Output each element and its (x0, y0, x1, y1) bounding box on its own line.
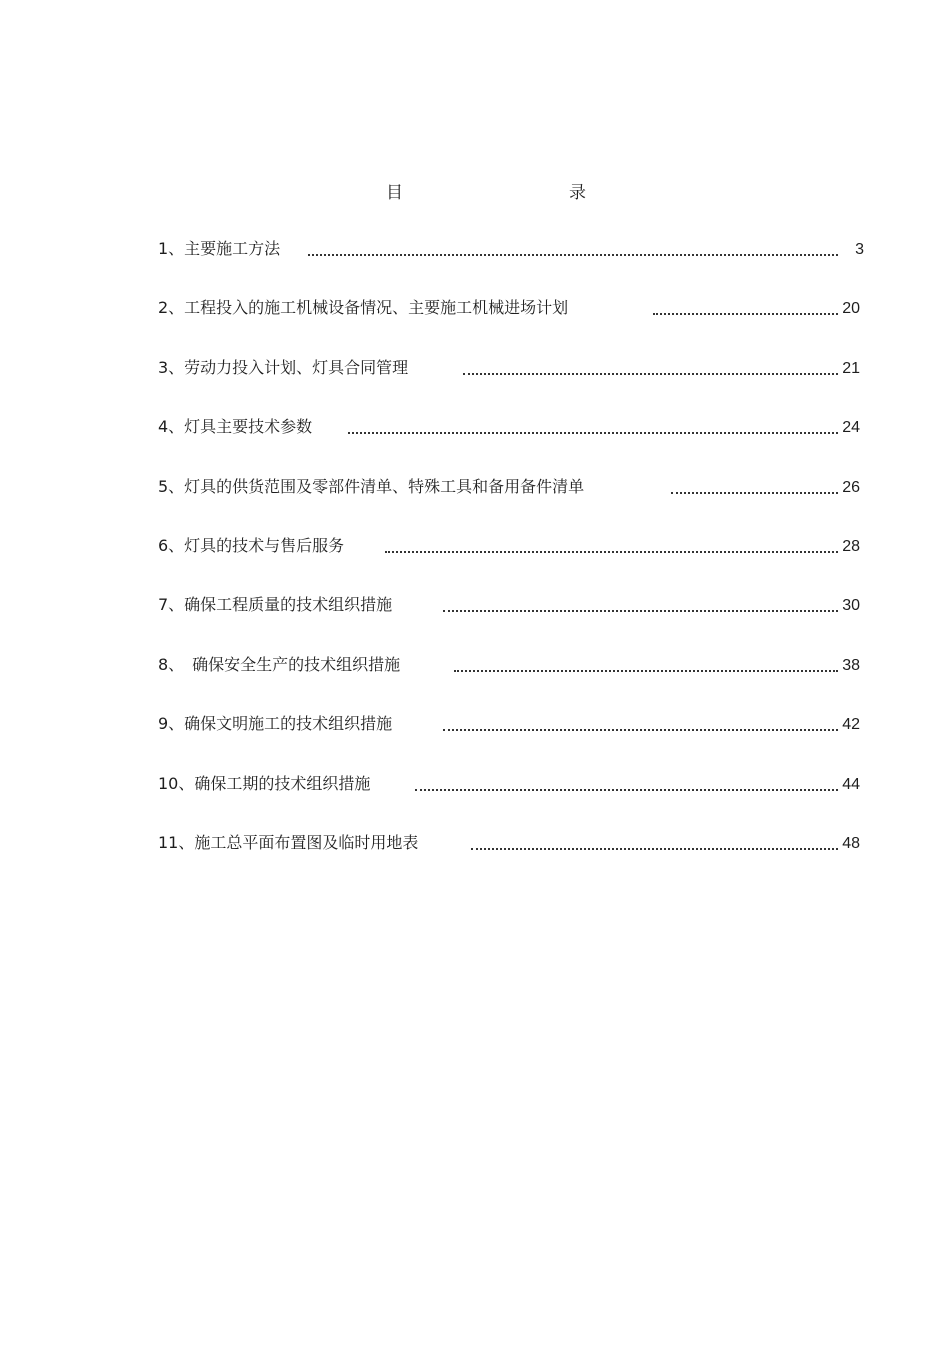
toc-entry-label: 8、 确保安全生产的技术组织措施 (158, 654, 401, 674)
toc-entry-page: 26 (842, 478, 860, 496)
toc-leader-dots (443, 719, 838, 731)
toc-entry[interactable] (158, 237, 864, 296)
toc-leader-dots (471, 838, 838, 850)
toc-entry-page: 20 (842, 300, 860, 318)
toc-entry[interactable] (158, 772, 860, 831)
toc-entry-page: 38 (842, 656, 860, 674)
toc-leader-dots (671, 482, 838, 494)
toc-entry-page: 48 (842, 834, 860, 852)
toc-entry-label: 4、灯具主要技术参数 (158, 417, 313, 437)
toc-entry-label: 5、灯具的供货范围及零部件清单、特殊工具和备用备件清单 (158, 476, 585, 496)
toc-entry[interactable] (158, 831, 860, 890)
toc-entry-page: 42 (842, 716, 860, 734)
toc-entry[interactable] (158, 296, 860, 355)
toc-leader-dots (385, 541, 838, 553)
toc-leader-dots (443, 600, 838, 612)
toc-entry-page: 21 (842, 359, 860, 377)
toc-entry-page: 44 (842, 775, 860, 793)
toc-list (158, 237, 864, 890)
toc-entry-page: 28 (842, 537, 860, 555)
toc-entry[interactable] (158, 475, 860, 534)
toc-entry[interactable] (158, 653, 860, 712)
toc-entry[interactable] (158, 356, 860, 415)
toc-entry-label: 11、施工总平面布置图及临时用地表 (158, 832, 419, 852)
toc-entry-label: 7、确保工程质量的技术组织措施 (158, 595, 393, 615)
toc-title: 目 录 (386, 183, 630, 203)
toc-entry[interactable] (158, 534, 860, 593)
toc-entry-label: 3、劳动力投入计划、灯具合同管理 (158, 357, 409, 377)
toc-entry-page: 24 (842, 419, 860, 437)
toc-leader-dots (653, 303, 838, 315)
toc-entry-label: 6、灯具的技术与售后服务 (158, 535, 345, 555)
toc-entry-label: 1、主要施工方法 (158, 239, 281, 258)
toc-entry-label: 2、工程投入的施工机械设备情况、主要施工机械进场计划 (158, 298, 569, 318)
toc-entry[interactable] (158, 415, 860, 474)
toc-entry-label: 9、确保文明施工的技术组织措施 (158, 714, 393, 734)
toc-entry[interactable] (158, 712, 860, 771)
toc-entry[interactable] (158, 593, 860, 652)
toc-leader-dots (463, 363, 838, 375)
toc-leader-dots (415, 779, 838, 791)
toc-entry-page: 3 (855, 241, 864, 258)
toc-entry-label: 10、确保工期的技术组织措施 (158, 773, 371, 793)
toc-entry-page: 30 (842, 597, 860, 615)
toc-leader-dots (348, 422, 838, 434)
toc-leader-dots (454, 660, 838, 672)
toc-leader-dots (308, 244, 838, 256)
